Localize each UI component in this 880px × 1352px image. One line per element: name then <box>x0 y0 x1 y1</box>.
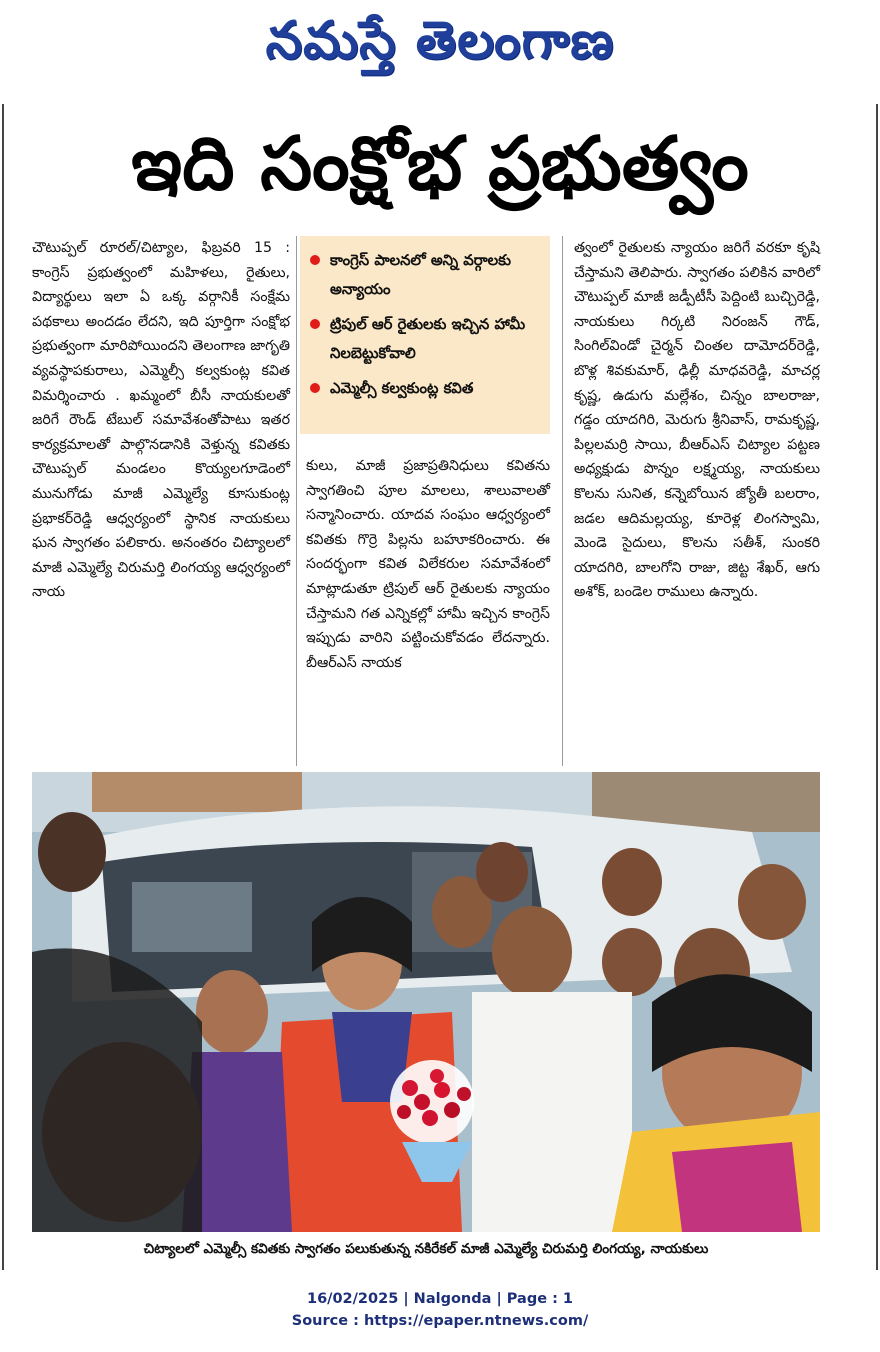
photo-caption: చిట్యాలలో ఎమ్మెల్సీ కవితకు స్వాగతం పలుకుతున్న నకిరేకల్ మాజీ ఎమ్మెల్యే చిరుమర్తి లింగయ్య, నాయకులు <box>143 1241 709 1257</box>
edition-info: 16/02/2025 | Nalgonda | Page : 1 <box>306 1291 574 1307</box>
bullet-icon <box>310 383 320 393</box>
highlight-item <box>308 310 542 368</box>
masthead-logo: నమస్తే తెలంగాణ <box>265 11 615 71</box>
highlight-text: కాంగ్రెస్ పాలనలో అన్ని వర్గాలకు అన్యాయం <box>330 252 511 298</box>
bullet-icon <box>310 319 320 329</box>
article-column-2: కులు, మాజీ ప్రజాప్రతినిధులు కవితను స్వాగతించి పూల మాలలు, శాలువాలతో సన్మానించారు. యాదవ సంఘం ఆధ్వర్యంలో కవితకు గొర్రె పిల్లను బహూకరించారు. ఈ సందర్భంగా కవిత విలేకరుల సమావేశంలో మాట్లాడుతూ ట్రిపుల్ ఆర్ రైతులకు న్యాయం చేస్తామని గత ఎన్నికల్లో హామీ ఇచ్చిన కాంగ్రెస్ ఇప్పుడు వారిని పట్టించుకోవడం లేదన్నారు. బీఆర్‌ఎస్ నాయక <box>306 458 550 671</box>
article-headline: ఇది సంక్షోభ ప్రభుత్వం <box>131 121 749 207</box>
crowd-photo-illustration <box>32 772 820 1232</box>
highlight-item <box>308 246 542 304</box>
article-column-3: త్వంలో రైతులకు న్యాయం జరిగే వరకూ కృషి చేస్తామని తెలిపారు. స్వాగతం పలికిన వారిలో చౌటుప్పల్ మాజీ జడ్పీటీసీ పెద్దింటి బుచ్చిరెడ్డి, నాయకులు గిర్కటి నిరంజన్ గౌడ్, సింగిల్‌విండో చైర్మన్ చింతల దామోదర్‌రెడ్డి, బొళ్ల శివకుమార్, ఢిల్లీ మాధవరెడ్డి, మాచర్ల కృష్ణ, ఉడుగు మల్లేశం, చిన్నం బాలరాజు, గడ్డం యాదగిరి, మెరుగు శ్రీనివాస్, రామకృష్ణ, పిల్లలమర్రి సాయి, బీఆర్‌ఎస్ చిట్యాల పట్టణ అధ్యక్షుడు పొన్నం లక్ష్మయ్య, నాయకులు కొలను సునిత, కన్నెబోయిన జ్యోతీ బలరాం, జడల ఆదిమల్లయ్య, కూరెళ్ల లింగస్వామి, మెండె సైదులు, కొలను సతీశ్, సుంకరి యాదగిరి, బాలగోని రాజు, జిట్ట శేఖర్, ఆగు అశోక్, బండెల రాములు ఉన్నారు. <box>574 240 820 601</box>
page-rule-right <box>876 104 878 1270</box>
column-divider <box>562 236 563 766</box>
page-rule-left <box>2 104 4 1270</box>
news-photo <box>32 772 820 1232</box>
column-divider <box>296 236 297 766</box>
highlight-item <box>308 374 542 403</box>
bullet-icon <box>310 255 320 265</box>
highlights-box <box>300 236 550 434</box>
highlight-text: ఎమ్మెల్సీ కల్వకుంట్ల కవిత <box>330 380 474 397</box>
article-column-1: చౌటుప్పల్ రూరల్/చిట్యాల, ఫిబ్రవరి 15 : కాంగ్రెస్ ప్రభుత్వంలో మహిళలు, రైతులు, విద్యార్థులు ఇలా ఏ ఒక్క వర్గానికీ సంక్షేమ పథకాలు అందడం లేదని, ఇది పూర్తిగా సంక్షోభ ప్రభుత్వంగా మారిపోయిందని తెలంగాణ జాగృతి వ్యవస్థాపకురాలు, ఎమ్మెల్సీ కల్వకుంట్ల కవిత విమర్శించారు . ఖమ్మంలో బీసీ నాయకులతో జరిగే రౌండ్ టేబుల్ సమావేశంతోపాటు ఇతర కార్యక్రమాలతో పాల్గొనడానికి వెళ్తున్న కవితకు చౌటుప్పల్ మండలం కొయ్యలగూడెంలో మునుగోడు మాజీ ఎమ్మెల్యే కూసుకుంట్ల ప్రభాకర్‌రెడ్డి ఆధ్వర్యంలో స్థానిక నాయకులు ఘన స్వాగతం పలికారు. అనంతరం చిట్యాలలో మాజీ ఎమ్మెల్యే చిరుమర్తి లింగయ్య ఆధ్వర్యంలో నాయ <box>32 240 290 601</box>
source-link[interactable]: Source : https://epaper.ntnews.com/ <box>291 1313 589 1329</box>
highlight-text: ట్రిపుల్ ఆర్ రైతులకు ఇచ్చిన హామీ నిలబెట్టుకోవాలి <box>330 316 526 362</box>
